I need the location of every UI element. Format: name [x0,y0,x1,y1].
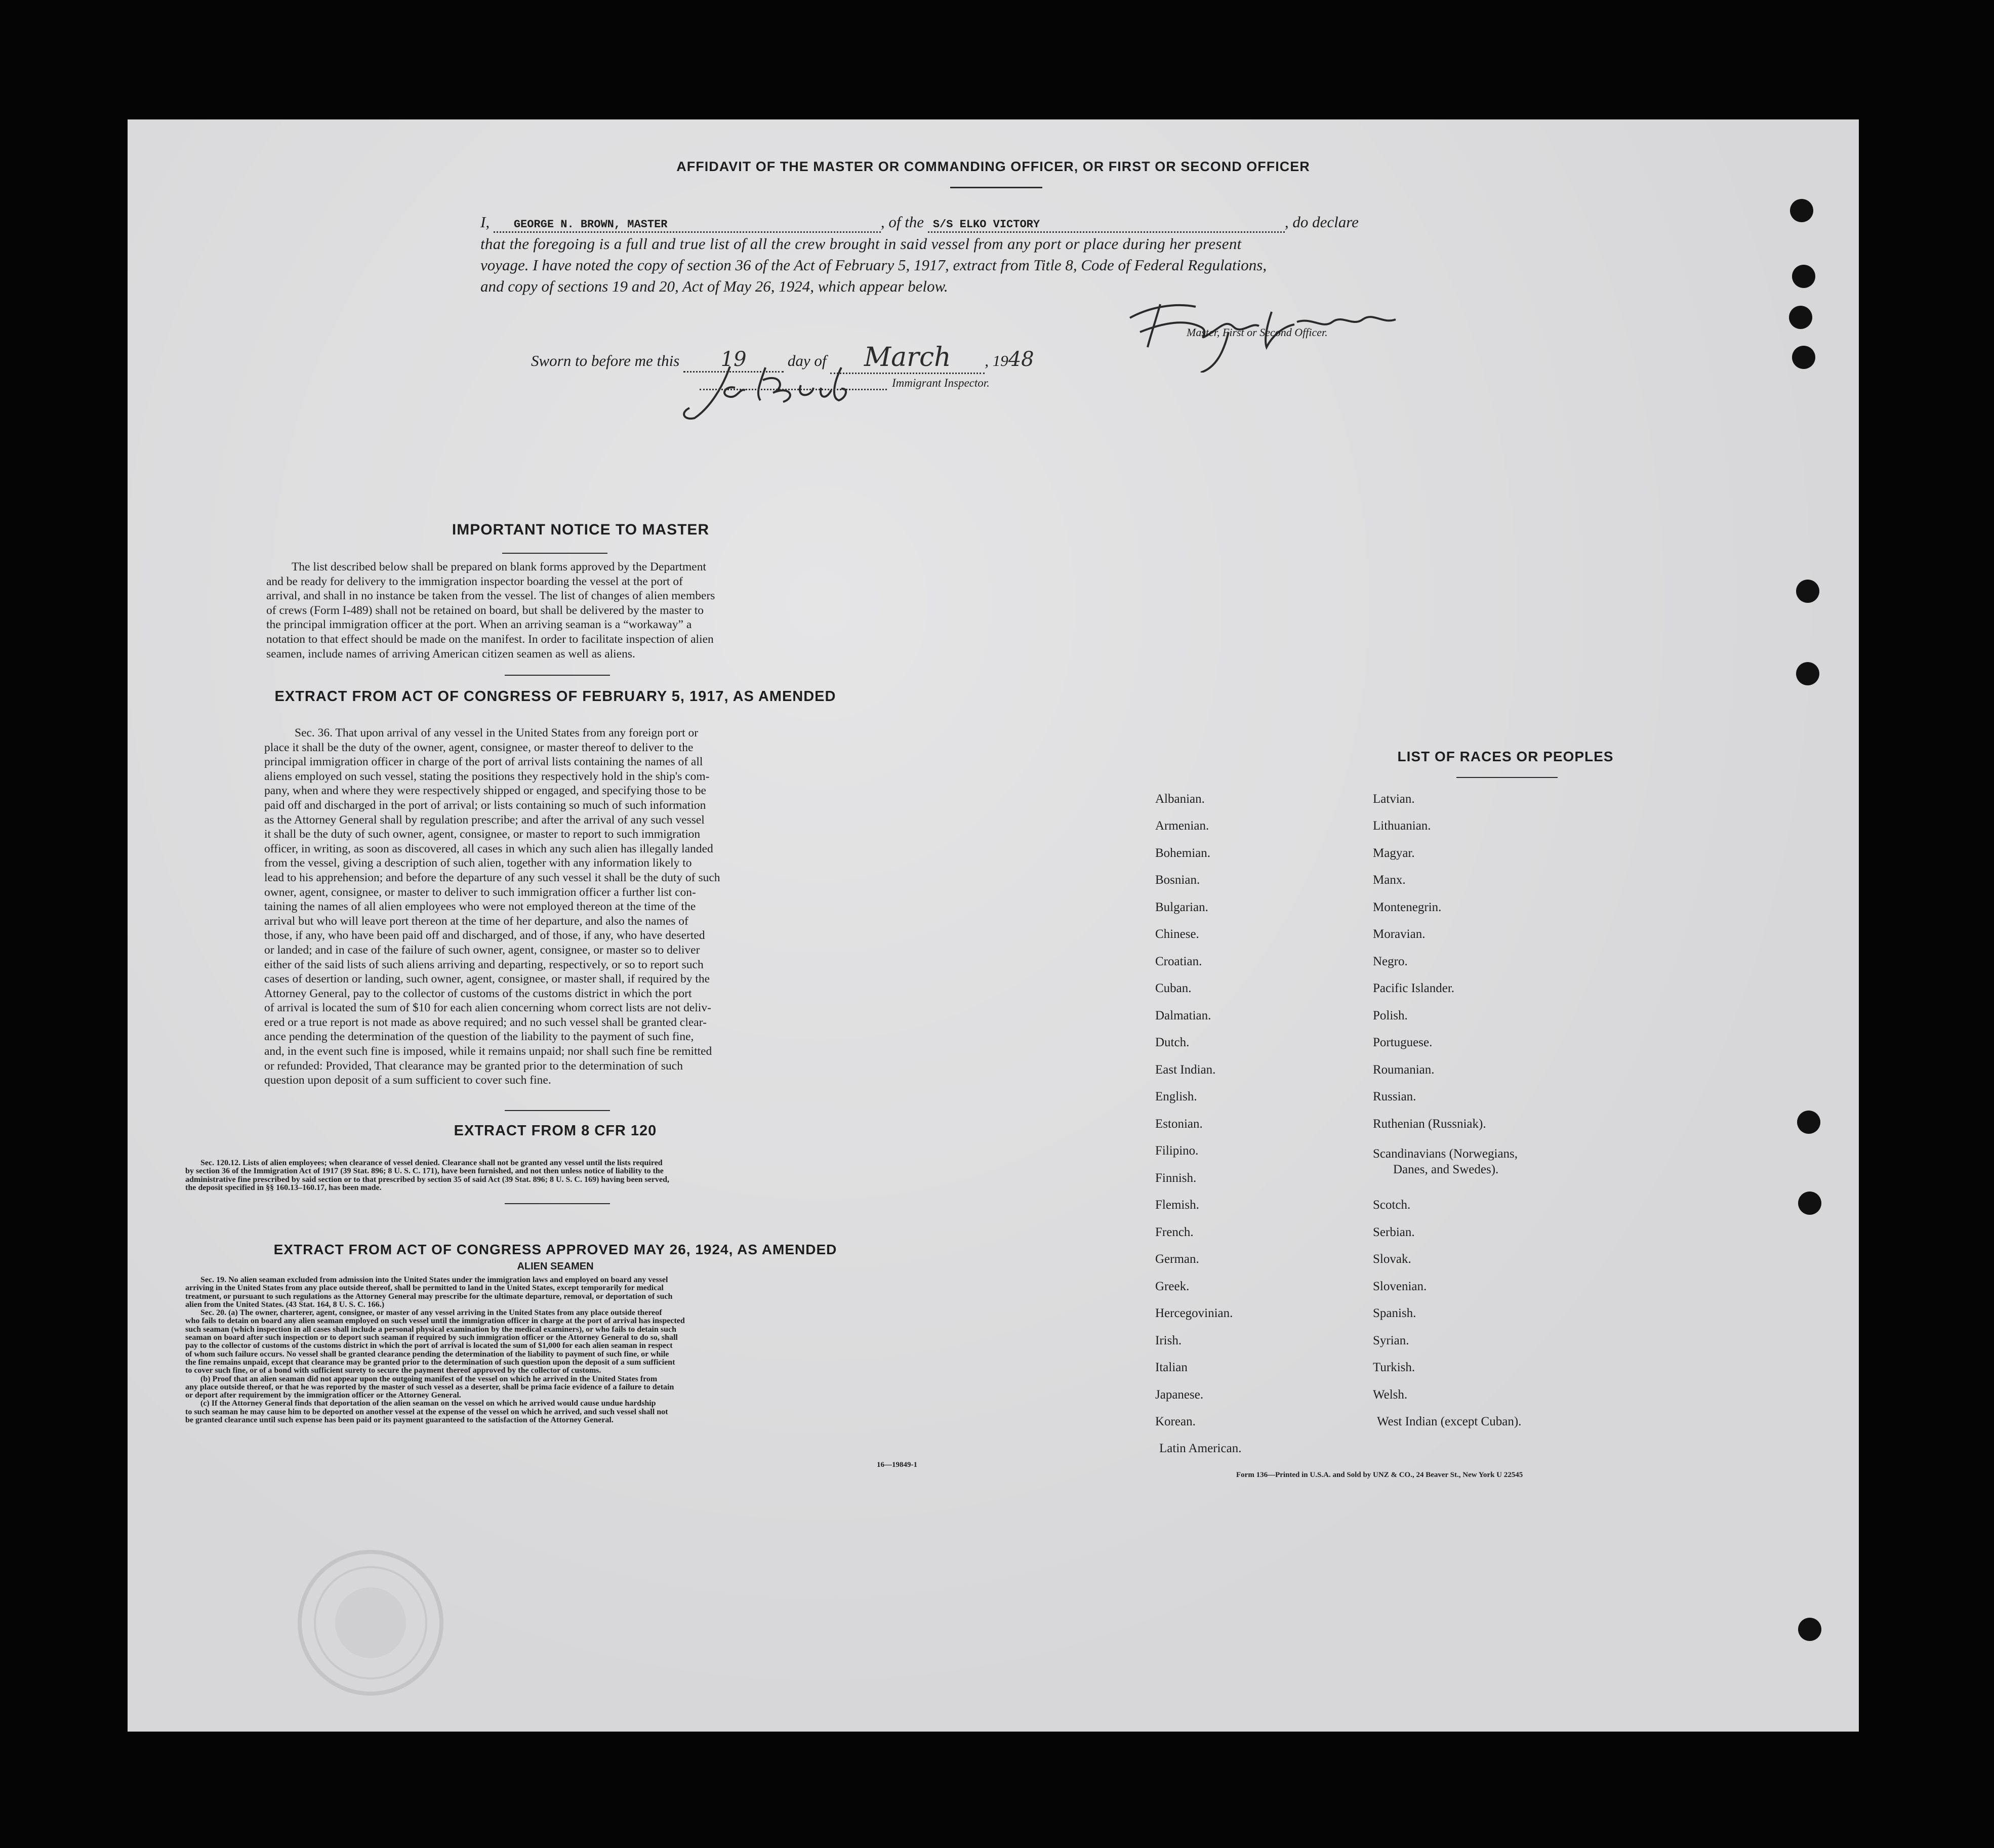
cfr-title: EXTRACT FROM 8 CFR 120 [454,1123,657,1139]
month-value: March [864,342,951,373]
race-item: Spanish. [1373,1306,1416,1320]
day-value: 19 [720,348,747,371]
act1924-line: to such seaman he may cause him to be deported on another vessel at the expense of the vessel on which he arrived, and such vessel shall not [185,1407,668,1416]
race-item: Latvian. [1373,792,1415,806]
race-item: Chinese. [1155,927,1199,941]
notice-line: of crews (Form I-489) shall not be retained on board, but shall be delivered by the master to [266,603,704,617]
year-value: 48 [1008,348,1034,371]
race-item: Turkish. [1373,1361,1415,1374]
act1924-line: alien from the United States. (43 Stat. 164, 8 U. S. C. 166.) [185,1300,385,1309]
act1924-line: to cover such fine, or of a bond with sufficient surety to secure the payment thereof approved by the collector of customs. [185,1366,601,1375]
race-item: Italian [1155,1361,1188,1374]
master-caption: Master, First or Second Officer. [1187,326,1328,339]
race-item: East Indian. [1155,1063,1216,1077]
section-rule [505,675,610,676]
sworn-text: Sworn to before me this [531,352,680,369]
act1917-line: Attorney General, pay to the collector of customs of the customs district in which the port [264,987,692,1000]
race-item: Dalmatian. [1155,1009,1211,1022]
notice-line: and be ready for delivery to the immigration inspector boarding the vessel at the port of [266,574,683,588]
act1924-line: or deport after requirement by the immigration officer or the Attorney General. [185,1391,461,1400]
punch-hole [1796,580,1819,603]
notice-line: seamen, include names of arriving American citizen seamen as well as aliens. [266,647,635,661]
act1924-line: any place outside thereof, or that he was reported by the master of such vessel as a deserter, shall be prima facie evidence of a failure to detain [185,1382,674,1391]
act1924-line: pay to the collector of customs of the customs district in which the port of arrival is located the sum of $1,000 for each alien seaman in respect [185,1341,673,1350]
act1924-line: be granted clearance until such expense has been paid or its payment guaranteed to the satisfaction of the Attorney General. [185,1416,614,1425]
race-item: Roumanian. [1373,1063,1435,1077]
act1917-line: either of the said lists of such aliens arriving and departing, respectively, or so to report such [264,958,704,971]
act1924-line: of whom such failure occurs. No vessel shall be granted clearance pending the determination of the liability to payment of such fine, or while [185,1349,669,1359]
cfr-line: Sec. 120.12. Lists of alien employees; when clearance of vessel denied. Clearance shall not be granted any vessel until the lists required [200,1159,663,1167]
act1917-line: owner, agent, consignee, or master to deliver to such immigration officer a further list con- [264,885,696,899]
declaration-line-4: and copy of sections 19 and 20, Act of May 26, 1924, which appear below. [480,277,948,295]
cfr-line: the deposit specified in §§ 160.13–160.17, has been made. [185,1183,382,1192]
notice-line: arrival, and shall in no instance be taken from the vessel. The list of changes of alien members [266,589,715,603]
act1917-line: cases of desertion or landing, such owner, agent, consignee, or master shall, if required by the [264,972,710,986]
race-item: French. [1155,1225,1194,1239]
act1917-line: or landed; and in case of the failure of such owner, agent, consignee, or master so to deliver [264,943,700,957]
act1917-line: those, if any, who have been paid off and discharged, and of those, if any, who have deserted [264,929,705,942]
notice-line: notation to that effect should be made on the manifest. In order to facilitate inspection of alien [266,632,714,646]
act1917-line: pany, when and where they were respectively shipped or engaged, and specifying those to be [264,784,706,798]
races-rule [1456,777,1558,778]
race-item: Irish. [1155,1334,1182,1347]
race-item: Filipino. [1155,1144,1199,1158]
section-rule [505,1203,610,1204]
race-item: West Indian (except Cuban). [1377,1415,1522,1428]
act1917-body [264,726,845,1088]
race-item: Albanian. [1155,792,1205,806]
year-prefix: , 19 [985,352,1008,369]
act1924-line: arriving in the United States from any place outside thereof, shall be permitted to land in the United States, except temporarily for medical [185,1284,664,1293]
act1917-line: taining the names of all alien employees who were not employed thereon at the time of the [264,900,696,914]
inspector-line [700,373,887,390]
act1924-body [185,1276,917,1424]
form-footer: Form 136—Printed in U.S.A. and Sold by UNZ & CO., 24 Beaver St., New York U 22545 [1236,1471,1523,1479]
race-item: Syrian. [1373,1334,1409,1347]
punch-hole [1797,1111,1820,1134]
race-item: Estonian. [1155,1117,1203,1131]
act1917-line: lead to his apprehension; and before the departure of any such vessel it shall be the duty of such [264,871,720,884]
race-item: Dutch. [1155,1036,1190,1049]
act1917-line: as the Attorney General shall by regulation prescribe; and after the arrival of any such vessel [264,813,705,827]
master-name: GEORGE N. BROWN, MASTER [513,218,668,231]
race-item: Russian. [1373,1090,1416,1103]
race-item: Welsh. [1373,1388,1408,1402]
race-item: Danes, and Swedes). [1393,1163,1499,1176]
punch-hole [1798,1192,1821,1215]
race-item: Bosnian. [1155,873,1200,887]
act1917-line: or refunded: Provided, That clearance may be granted prior to the determination of such [264,1059,683,1073]
races-title: LIST OF RACES OR PEOPLES [1397,749,1614,764]
of-the-text: , of the [880,213,924,231]
race-item: Moravian. [1373,927,1426,941]
cfr-line: administrative fine prescribed by said section or to that prescribed by section 35 of said Act (39 Stat. 896; 8 U. S. C. 169) having been served, [185,1175,669,1184]
race-item: Cuban. [1155,981,1192,995]
act1924-line: seaman on board after such inspection or to deport such seaman if required by such immigration officer or the Attorney General to do so, shall [185,1333,678,1342]
race-item: Negro. [1373,955,1408,968]
act1924-line: (b) Proof that an alien seaman did not appear upon the outgoing manifest of the vessel on which he arrived in the United States from [200,1374,658,1383]
declaration-line [480,213,1579,233]
race-item: Serbian. [1373,1225,1415,1239]
declaration-line-2: that the foregoing is a full and true list of all the crew brought in said vessel from any port or place during her present [480,235,1242,253]
race-item: Korean. [1155,1415,1196,1428]
act1924-line: treatment, or pursuant to such regulations as the Attorney General may prescribe for the ultimate departure, removal, or deportation of such [185,1292,673,1301]
section-rule [505,1110,610,1111]
race-item: Lithuanian. [1373,819,1431,833]
act1917-line: officer, in writing, as soon as discovered, all cases in which any such alien has illegally landed [264,842,713,855]
act1917-line: question upon deposit of a sum sufficient to cover such fine. [264,1074,551,1087]
act1917-title: EXTRACT FROM ACT OF CONGRESS OF FEBRUARY 5, 1917, AS AMENDED [274,688,836,705]
race-item: Magyar. [1373,846,1415,860]
race-item: English. [1155,1090,1197,1103]
vessel-name: S/S ELKO VICTORY [932,218,1040,231]
day-of-text: day of [787,352,827,369]
act1924-line: who fails to detain on board any alien seaman employed on such vessel until the immigration officer in charge at the port of arrival has inspected [185,1317,685,1326]
act1917-line: paid off and discharged in the port of arrival; or lists containing so much of such information [264,798,706,812]
cfr-body [185,1159,917,1192]
race-item: Ruthenian (Russniak). [1373,1117,1486,1131]
title-rule [950,187,1042,188]
act1917-line: it shall be the duty of such owner, agent, consignee, or master to report to such immigration [264,828,701,841]
act1917-line: aliens employed on such vessel, stating the positions they respectively hold in the ship's com- [264,769,710,783]
punch-hole [1792,346,1815,369]
embossed-seal [295,1547,446,1699]
race-item: Croatian. [1155,955,1202,968]
act1917-line: principal immigration officer in charge of the port of arrival lists containing the names of all [264,755,703,769]
race-item: German. [1155,1252,1199,1266]
notice-line: the principal immigration officer at the port. When an arriving seaman is a “workaway” a [266,618,692,632]
race-item: Greek. [1155,1280,1190,1293]
race-item: Slovenian. [1373,1280,1427,1293]
act1917-line: of arrival is located the sum of $10 for each alien concerning whom correct lists are not deliv- [264,1001,711,1015]
master-name-field [494,213,881,233]
punch-hole [1789,306,1812,329]
race-item: Armenian. [1155,819,1209,833]
notice-rule [502,553,607,554]
act1924-title: EXTRACT FROM ACT OF CONGRESS APPROVED MAY 26, 1924, AS AMENDED [273,1242,837,1257]
declaration-line-3: voyage. I have noted the copy of section 36 of the Act of February 5, 1917, extract from Title 8, Code of Federal Regulations, [480,256,1267,274]
notice-body [266,560,844,661]
race-item: Bohemian. [1155,846,1211,860]
act1924-line: Sec. 19. No alien seaman excluded from admission into the United States under the immigration laws and employed on board any vessel [200,1276,668,1284]
act1917-line: from the vessel, giving a description of such alien, together with any information likely to [264,856,692,870]
act1917-line: arrival but who will leave port thereon at the time of her departure, and also the names of [264,914,688,928]
punch-hole [1790,199,1813,222]
form-code: 16—19849-1 [877,1461,917,1469]
manifest-page [128,119,1859,1732]
prefix-text: I, [480,213,490,231]
notice-title: IMPORTANT NOTICE TO MASTER [452,521,710,538]
affidavit-title: AFFIDAVIT OF THE MASTER OR COMMANDING OFFICER, OR FIRST OR SECOND OFFICER [676,159,1310,174]
inspector-caption: Immigrant Inspector. [892,377,990,389]
race-item: Latin American. [1159,1442,1242,1455]
notice-line: The list described below shall be prepared on blank forms approved by the Department [292,560,706,573]
race-item: Scotch. [1373,1198,1411,1212]
race-item: Finnish. [1155,1171,1197,1185]
inspector-signature [674,357,897,423]
race-item: Montenegrin. [1373,900,1442,914]
race-item: Manx. [1373,873,1406,887]
act1917-line: place it shall be the duty of the owner, agent, consignee, or master thereof to deliver to the [264,741,694,754]
cfr-line: by section 36 of the Immigration Act of 1917 (39 Stat. 896; 8 U. S. C. 171), have been furnished, and not then unless notice of liability to the [185,1167,664,1176]
act1917-line: ance pending the determination of the question of the liability to the payment of such fine, [264,1030,694,1044]
punch-hole [1798,1618,1821,1641]
act1917-line: ered or a true report is not made as above required; and no such vessel shall be granted clear- [264,1015,707,1029]
race-item: Bulgarian. [1155,900,1208,914]
race-item: Japanese. [1155,1388,1204,1402]
act1924-subtitle: ALIEN SEAMEN [517,1261,594,1272]
race-item: Polish. [1373,1009,1408,1022]
race-item: Hercegovinian. [1155,1306,1233,1320]
race-item: Flemish. [1155,1198,1199,1212]
race-item: Slovak. [1373,1252,1411,1266]
act1924-line: Sec. 20. (a) The owner, charterer, agent, consignee, or master of any vessel arriving in the United States from any place outside thereof [200,1308,662,1318]
punch-hole [1792,265,1815,288]
race-item: Portuguese. [1373,1036,1433,1049]
act1924-line: (c) If the Attorney General finds that deportation of the alien seaman on the vessel on which he arrived would cause undue hardship [200,1399,656,1408]
race-item: Scandinavians (Norwegians, [1373,1147,1518,1161]
act1917-line: and, in the event such fine is imposed, while it remains unpaid; nor shall such fine be remitted [264,1045,712,1058]
punch-hole [1796,662,1819,685]
vessel-field [928,213,1285,233]
act1924-line: such seaman (which inspection in all cases shall include a personal physical examination by the medical examiners), or who fails to detain such [185,1325,676,1334]
act1924-line: the fine remains unpaid, except that clearance may be granted prior to the determination of such question upon the deposit of a sum sufficient [185,1358,675,1367]
act1917-line: Sec. 36. That upon arrival of any vessel in the United States from any foreign port or [295,726,699,740]
do-declare-text: , do declare [1284,213,1359,231]
race-item: Pacific Islander. [1373,981,1455,995]
